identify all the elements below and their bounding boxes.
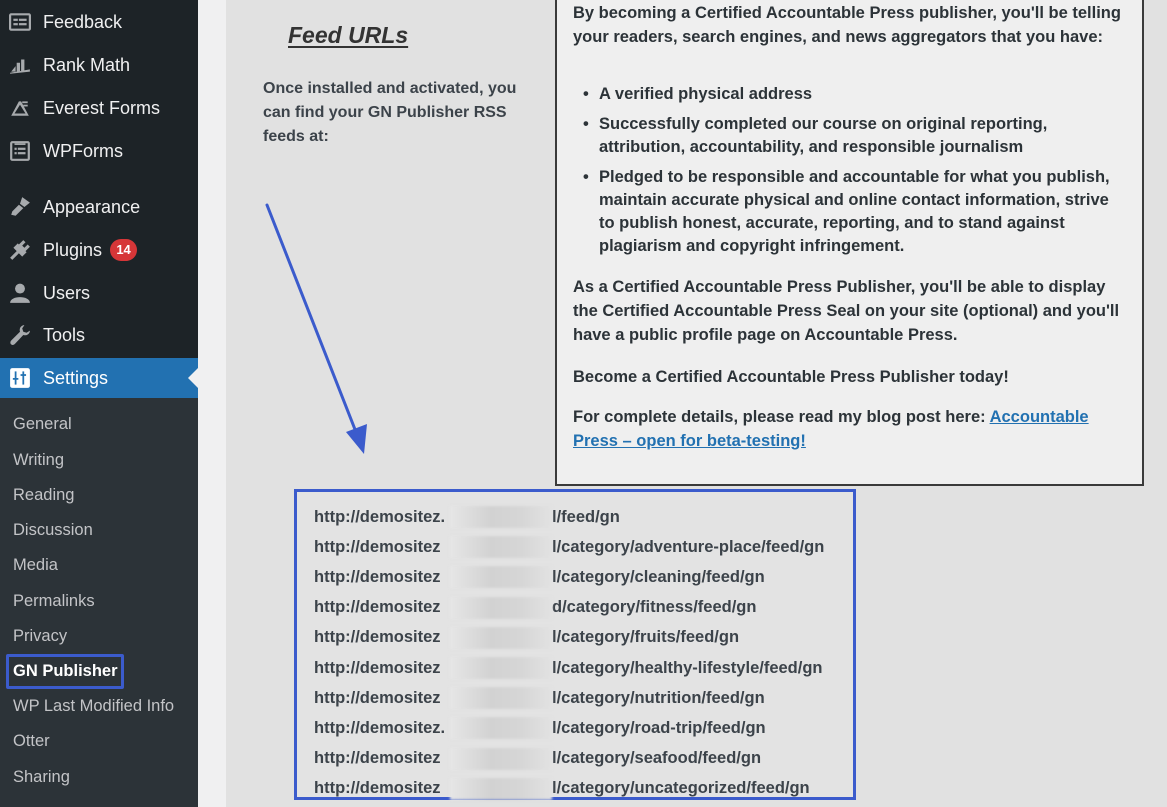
plugins-icon [8, 238, 32, 262]
feed-url-path: l/category/healthy-lifestyle/feed/gn [552, 658, 823, 677]
submenu-item-discussion[interactable]: Discussion [13, 521, 93, 539]
sidebar-item-wpforms[interactable] [0, 131, 198, 171]
feed-urls-list [294, 489, 856, 800]
sidebar-item-plugins[interactable] [0, 230, 198, 270]
feed-url-row [314, 535, 824, 559]
sidebar-item-everest-forms[interactable] [0, 88, 198, 128]
promo-bullet: • A verified physical address [581, 83, 1121, 106]
sidebar-item-label: Users [43, 282, 91, 303]
promo-bullet-list [581, 83, 1121, 265]
sidebar-item-label: Rank Math [43, 54, 131, 75]
submenu-item-media[interactable]: Media [13, 556, 58, 574]
feed-url-row [314, 656, 823, 680]
submenu-item-wp-last-modified-info[interactable]: WP Last Modified Info [13, 697, 175, 715]
wpforms-icon [8, 139, 32, 163]
submenu-item-gn-publisher[interactable]: GN Publisher [13, 662, 118, 680]
redacted-domain-blur [450, 778, 552, 800]
accountable-press-blog-link[interactable]: Accountable Press – open for beta-testing! [573, 408, 1089, 450]
sidebar-item-settings[interactable] [0, 358, 198, 398]
feed-url-row [314, 747, 761, 771]
promo-details [573, 405, 1128, 453]
feed-url-path: l/category/adventure-place/feed/gn [552, 537, 825, 556]
submenu-item-general[interactable]: General [13, 415, 72, 433]
feed-url-row [314, 505, 620, 529]
submenu-item-sharing[interactable]: Sharing [13, 768, 70, 786]
redacted-domain-blur [450, 657, 552, 679]
submenu-item-writing[interactable]: Writing [13, 451, 65, 469]
promo-display-text: As a Certified Accountable Press Publisher, you'll be able to display the Certified Accountable Press Seal on your site (optional) and you'll have a public profile page on Accountable Press. [573, 278, 1120, 344]
redacted-domain-blur [450, 597, 552, 619]
promo-bullet: • Pledged to be responsible and accountable for what you publish, maintain accurate physical and online contact information, strive to publish honest, accurate, reporting, and to stand against plagiarism and copyright infringement. [581, 166, 1121, 258]
feed-url-domain-prefix: http://demositez [314, 567, 441, 586]
sidebar-item-label: Feedback [43, 11, 123, 32]
sidebar-item-label: Appearance [43, 196, 141, 217]
appearance-brush-icon [8, 195, 32, 219]
feed-url-path: l/category/uncategorized/feed/gn [552, 779, 810, 798]
redacted-domain-blur [450, 717, 552, 739]
feed-url-domain-prefix: http://demositez. [314, 507, 446, 526]
settings-sliders-icon [8, 366, 32, 390]
sidebar-item-appearance[interactable] [0, 187, 198, 227]
plugin-updates-badge: 14 [110, 239, 137, 261]
rank-math-icon [8, 53, 32, 77]
promo-bullet: • Successfully completed our course on original reporting, attribution, accountability, and responsible journalism [581, 113, 1121, 159]
feed-intro-text: Once installed and activated, you can find your GN Publisher RSS feeds at: [263, 80, 517, 145]
feed-url-domain-prefix: http://demositez. [314, 718, 446, 737]
feed-url-domain-prefix: http://demositez [314, 658, 441, 677]
feed-url-path: l/category/fruits/feed/gn [552, 628, 740, 647]
promo-intro: By becoming a Certified Accountable Press publisher, you'll be telling your readers, search engines, and news aggregators that you have: [573, 4, 1121, 46]
sidebar-item-label: Tools [43, 324, 86, 345]
everest-forms-icon [8, 96, 32, 120]
feedback-icon [8, 10, 32, 34]
active-menu-pointer-icon [188, 368, 198, 388]
feed-url-domain-prefix: http://demositez [314, 749, 441, 768]
feed-url-row [314, 686, 765, 710]
sidebar-item-label: Plugins [43, 239, 103, 260]
feed-url-row [314, 596, 756, 620]
accountable-press-promo-box [555, 0, 1144, 486]
feed-url-domain-prefix: http://demositez [314, 779, 441, 798]
sidebar-item-feedback[interactable] [0, 2, 198, 42]
feed-url-domain-prefix: http://demositez [314, 537, 441, 556]
redacted-domain-blur [450, 627, 552, 649]
redacted-domain-blur [450, 536, 552, 558]
feed-url-path: l/category/cleaning/feed/gn [552, 567, 765, 586]
redacted-domain-blur [450, 687, 552, 709]
feed-url-row [314, 777, 810, 801]
sidebar-item-rank-math[interactable] [0, 45, 198, 85]
feed-url-domain-prefix: http://demositez [314, 688, 441, 707]
feed-url-row [314, 716, 766, 740]
redacted-domain-blur [450, 748, 552, 770]
sidebar-item-tools[interactable] [0, 315, 198, 355]
tools-wrench-icon [8, 323, 32, 347]
promo-details-prefix: For complete details, please read my blog post here: [573, 408, 990, 426]
feed-url-row [314, 565, 765, 589]
feed-url-domain-prefix: http://demositez [314, 628, 441, 647]
sidebar-item-label: Settings [43, 367, 109, 388]
feed-url-path: l/category/seafood/feed/gn [552, 749, 762, 768]
redacted-domain-blur [450, 506, 552, 528]
redacted-domain-blur [450, 566, 552, 588]
submenu-item-otter[interactable]: Otter [13, 732, 50, 750]
promo-cta: Become a Certified Accountable Press Publisher today! [573, 368, 1009, 386]
users-icon [8, 281, 32, 305]
sidebar-item-users[interactable] [0, 273, 198, 313]
feed-url-path: d/category/fitness/feed/gn [552, 598, 757, 617]
submenu-item-permalinks[interactable]: Permalinks [13, 592, 95, 610]
feed-url-path: l/category/nutrition/feed/gn [552, 688, 765, 707]
submenu-item-reading[interactable]: Reading [13, 486, 75, 504]
feed-url-path: l/feed/gn [552, 507, 620, 526]
feed-urls-heading: Feed URLs [288, 22, 409, 48]
feed-url-row [314, 626, 739, 650]
sidebar-item-label: WPForms [43, 140, 123, 161]
feed-url-domain-prefix: http://demositez [314, 598, 441, 617]
sidebar-item-label: Everest Forms [43, 97, 161, 118]
feed-url-path: l/category/road-trip/feed/gn [552, 718, 766, 737]
submenu-item-privacy[interactable]: Privacy [13, 627, 68, 645]
